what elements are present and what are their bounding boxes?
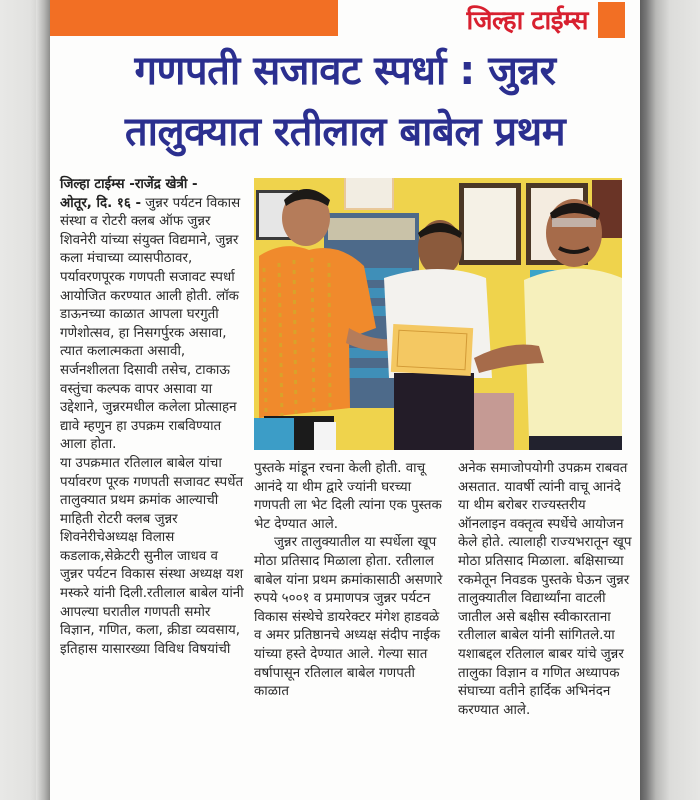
newspaper-logo: जिल्हा टाईम्स (466, 6, 588, 36)
article-paragraph: जुन्नर तालुक्यातील या स्पर्धेला खूप मोठा प्रतिसाद मिळाला होता. रतीलाल बाबेल यांना प्रथम क्रमांकासाठी असणारे रुपये ५००१ व प्रमाणपत्र जुन्नर पर्यटन विकास संस्थेचे डायरेक्टर मंगेश हाडवळे व अमर प्रतिष्ठानचे अध्यक्ष संदीप नाईक यांच्या हस्ते देण्यात आले. गेल्या सात वर्षापासून रतिलाल बाबेल गणपती काळात (254, 535, 443, 700)
masthead-orange-band (50, 0, 338, 36)
newspaper-clipping (50, 0, 640, 800)
article-paragraph: पुस्तके मांडून रचना केली होती. वाचू आनंदे या थीम द्वारे ज्यांनी घरच्या गणपती ला भेट दिली त्यांना एक पुस्तक भेट देण्यात आले. (254, 461, 442, 532)
article-column-1 (60, 176, 245, 659)
page-right-shadow (640, 0, 700, 800)
article-paragraph: जुन्नर पर्यटन विकास संस्था व रोटरी क्लब ऑफ जुन्नर शिवनेरी यांच्या संयुक्त विद्यमाने, जुन्नर कला मंचाच्या व्यासपीठावर, पर्यावरणपूरक गणपती सजावट स्पर्धा आयोजित करण्यात आली होती. लॉक डाऊनच्या काळात आपला घरगुती गणेशोत्सव, हा निसगर्पुरक असावा, त्यात कलात्मकता असावी, सर्जनशीलता दिसावी तसेच, टाकाऊ वस्तुंचा कल्पक वापर असावा या उद्देशाने, जुन्नरमधील कलेला प्रोत्साहन द्यावे म्हणुन हा उपक्रम राबविण्यात आला होता. (60, 195, 241, 453)
masthead-orange-square (598, 2, 625, 38)
article-column-3 (458, 460, 634, 720)
byline-source: जिल्हा टाईम्स (60, 177, 125, 192)
headline-line-2: तालुक्यात रतीलाल बाबेल प्रथम (124, 109, 566, 155)
page-left-shadow (36, 0, 50, 800)
article-paragraph: अनेक समाजोपयोगी उपक्रम राबवत असतात. यावर्षी त्यांनी वाचू आनंदे या थीम बरोबर राज्यस्तरीय ऑनलाइन वक्तृत्व स्पर्धेचे आयोजन केले होते. त्यालाही राज्यभरातून खूप मोठा प्रतिसाद मिळाला. बक्षिसाच्या रकमेतून निवडक पुस्तके घेऊन जुन्नर तालुक्यातील विद्यार्थ्यांना वाटली जातील असे बक्षीस स्वीकारताना रतीलाल बाबेल यांनी सांगितले.या यशाबद्दल रतिलाल बाबर यांचे जुन्नर तालुका विज्ञान व गणित अध्यापक संघाच्या वतीने हार्दिक अभिनंदन करण्यात आले. (458, 461, 632, 718)
byline-dateline: ओतूर, दि. १६ - (60, 195, 142, 211)
headline-line-1: गणपती सजावट स्पर्धा : जुन्नर (134, 48, 556, 94)
article-column-2 (254, 460, 450, 702)
article-paragraph: या उपक्रमात रतिलाल बाबेल यांचा पर्यावरण पूरक गणपती सजावट स्पर्धेत तालुक्यात प्रथम क्रमांक आल्याची माहिती रोटरी क्लब जुन्नर शिवनेरीचेअध्यक्ष विलास कडलाक,सेक्रेटरी सुनील जाधव व जुन्नर पर्यटन विकास संस्था अध्यक्ष यश मस्करे यांनी दिली.रतीलाल बाबेल यांनी आपल्या घरातील गणपती समोर विज्ञान, गणित, कला, क्रीडा व्यवसाय, इतिहास यासारख्या विविध विषयांची (60, 455, 244, 657)
byline (60, 176, 245, 455)
photo-certificate-presentation (254, 178, 622, 450)
article-photo (254, 178, 622, 450)
byline-reporter: -राजेंद्र खेत्री - (124, 177, 198, 192)
